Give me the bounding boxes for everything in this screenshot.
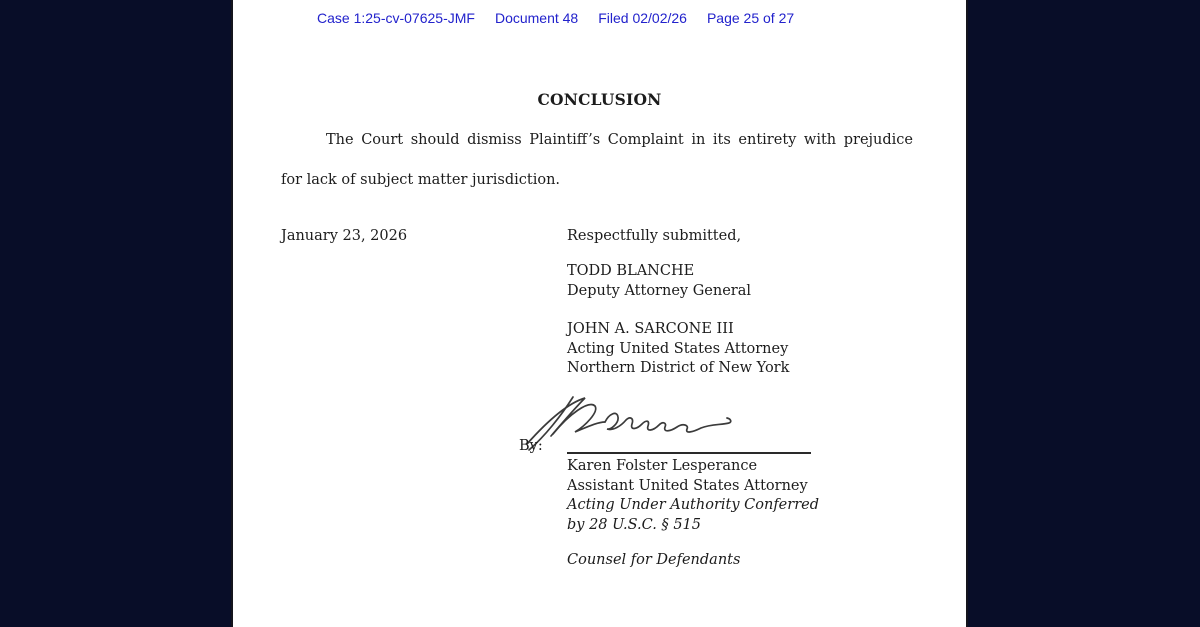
- signer-title: Assistant United States Attorney: [567, 477, 808, 494]
- counsel-text: Counsel for Defendants: [567, 552, 741, 568]
- document-page: [231, 0, 968, 627]
- signer-name: Karen Folster Lesperance: [567, 458, 758, 474]
- paragraph-line: for lack of subject matter jurisdiction.: [281, 172, 561, 188]
- paragraph-line: The Court should dismiss Plaintiff’s Complaint in its entirety with prejudice: [326, 132, 913, 148]
- attorney-name: TODD BLANCHE: [567, 263, 695, 279]
- signer-authority: by 28 U.S.C. § 515: [567, 516, 701, 533]
- salutation-text: Respectfully submitted,: [567, 228, 742, 244]
- section-heading: CONCLUSION: [537, 90, 662, 109]
- signature-line: [567, 452, 811, 454]
- document-number: Document 48: [494, 10, 579, 26]
- case-number: Case 1:25-cv-07625-JMF: [317, 10, 475, 26]
- attorney-title: Northern District of New York: [567, 360, 790, 376]
- attorney-block-1: [567, 262, 751, 301]
- attorney-block-2: [567, 320, 789, 379]
- by-label: By:: [519, 438, 543, 454]
- attorney-title: Acting United States Attorney: [567, 340, 789, 357]
- filing-date: January 23, 2026: [281, 228, 408, 244]
- counsel-designation: [567, 551, 740, 571]
- handwritten-signature-image: [523, 394, 735, 452]
- conclusion-paragraph: [281, 120, 913, 200]
- court-stamp-header: [317, 10, 794, 26]
- salutation: [567, 227, 741, 247]
- signer-block: [567, 457, 819, 535]
- attorney-name: JOHN A. SARCONE III: [567, 321, 734, 337]
- filed-date: Filed 02/02/26: [598, 10, 687, 26]
- attorney-title: Deputy Attorney General: [567, 282, 752, 299]
- signer-authority: Acting Under Authority Conferred: [567, 497, 819, 513]
- page-number: Page 25 of 27: [706, 10, 795, 26]
